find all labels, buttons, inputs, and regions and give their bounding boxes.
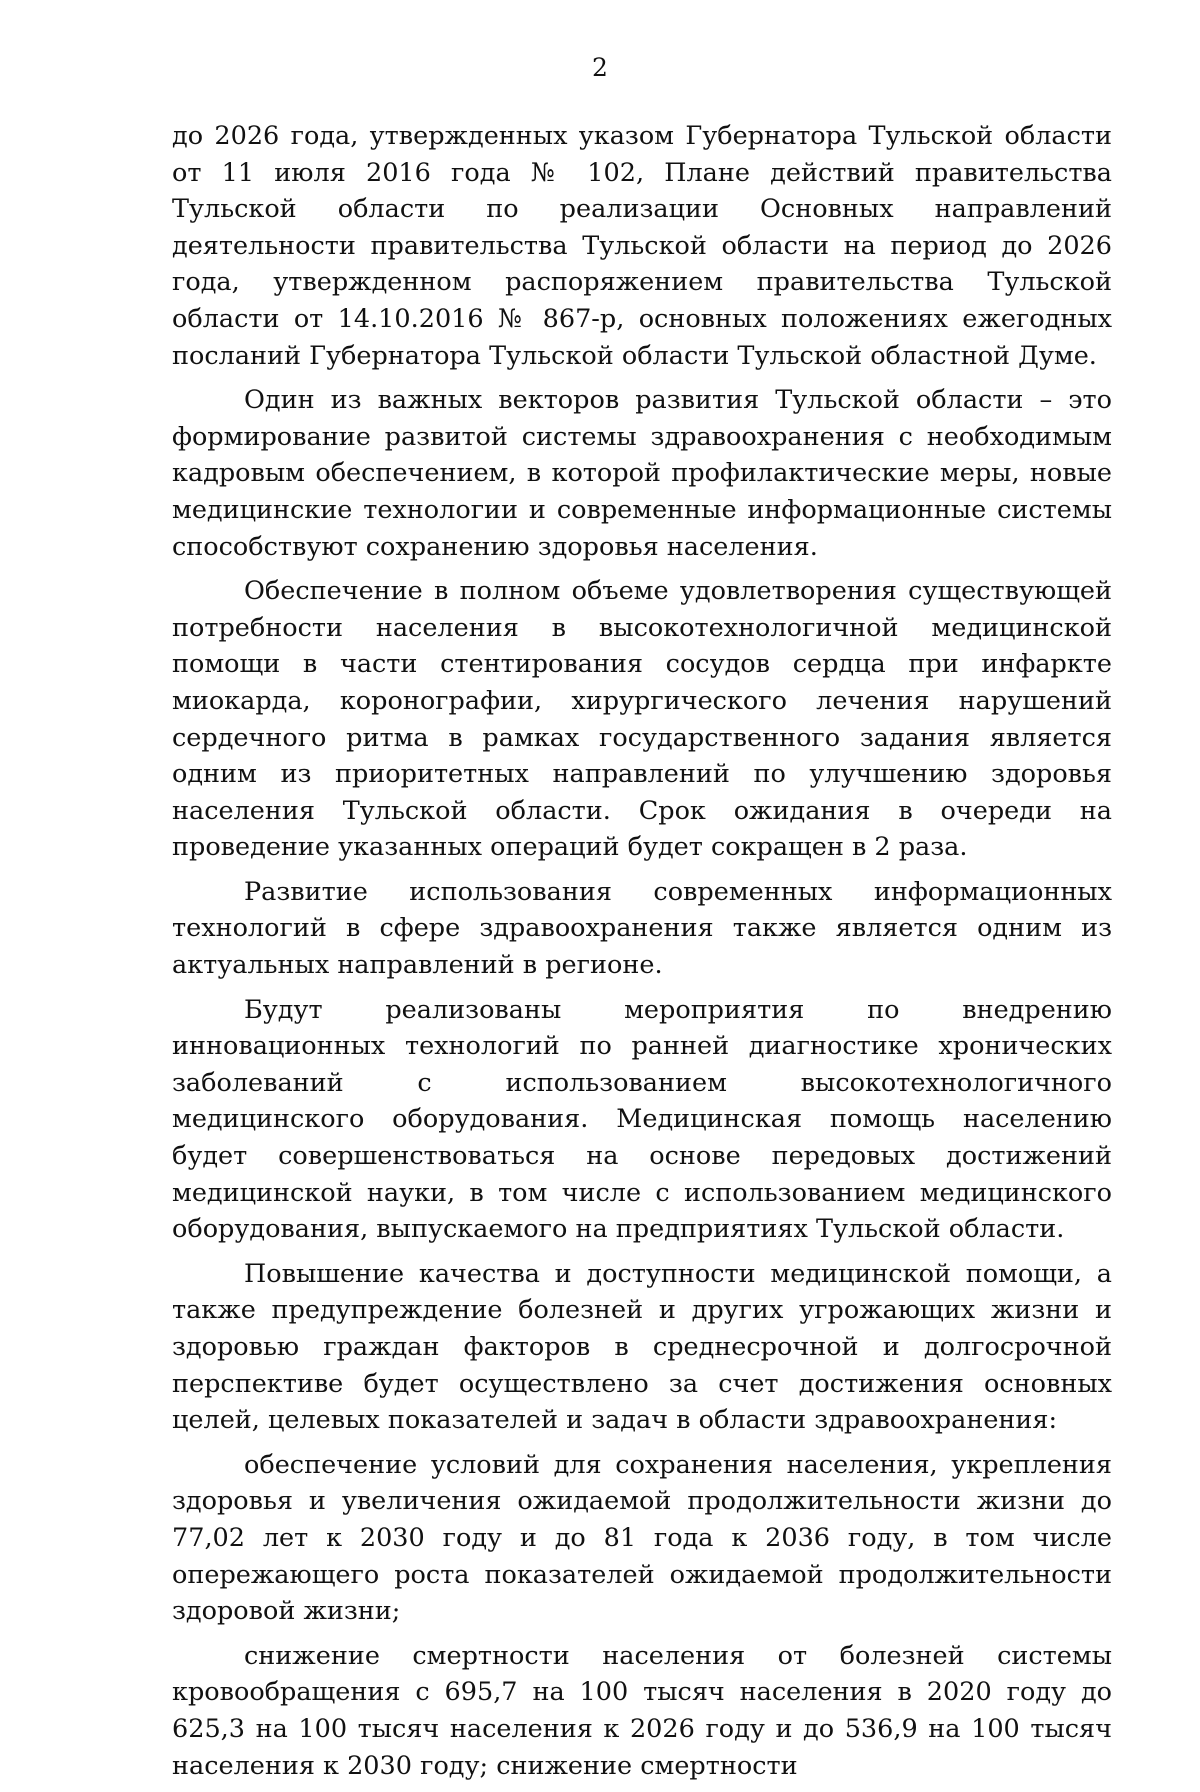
paragraph-4: Развитие использования современных информационных технологий в сфере здравоохранения также является одним из актуальных направлений в регионе.	[172, 876, 1112, 981]
document-body	[172, 118, 1112, 1792]
paragraph-1: до 2026 года, утвержденных указом Губернатора Тульской области от 11 июля 2016 года № 102, Плане действий правительства Тульской области по реализации Основных направлений деятельности правительства Тульской области на период до 2026 года, утвержденном распоряжением правительства Тульской области от 14.10.2016 № 867-р, основных положениях ежегодных посланий Губернатора Тульской области Тульской областной Думе.	[172, 121, 1112, 371]
paragraph-3: Обеспечение в полном объеме удовлетворения существующей потребности населения в высокотехнологичной медицинской помощи в части стентирования сосудов сердца при инфаркте миокарда, коронографии, хирургического лечения нарушений сердечного ритма в рамках государственного задания является одним из приоритетных направлений по улучшению здоровья населения Тульской области. Срок ожидания в очереди на проведение указанных операций будет сокращен в 2 раза.	[172, 576, 1112, 863]
paragraph-7: обеспечение условий для сохранения населения, укрепления здоровья и увеличения ожидаемой продолжительности жизни до 77,02 лет к 2030 году и до 81 года к 2036 году, в том числе опережающего роста показателей ожидаемой продолжительности здоровой жизни;	[172, 1449, 1112, 1627]
paragraph-6: Повышение качества и доступности медицинской помощи, а также предупреждение болезней и других угрожающих жизни и здоровью граждан факторов в среднесрочной и долгосрочной перспективе будет осуществлено за счет достижения основных целей, целевых показателей и задач в области здравоохранения:	[172, 1258, 1112, 1436]
paragraph-5: Будут реализованы мероприятия по внедрению инновационных технологий по ранней диагностике хронических заболеваний с использованием высокотехнологичного медицинского оборудования. Медицинская помощь населению будет совершенствоваться на основе передовых достижений медицинской науки, в том числе с использованием медицинского оборудования, выпускаемого на предприятиях Тульской области.	[172, 994, 1112, 1245]
page-number: 2	[592, 53, 608, 82]
paragraph-8: снижение смертности населения от болезней системы кровообращения с 695,7 на 100 тысяч населения в 2020 году до 625,3 на 100 тысяч населения к 2026 году и до 536,9 на 100 тысяч населения к 2030 году; снижение смертности	[172, 1640, 1112, 1781]
paragraph-2: Один из важных векторов развития Тульской области – это формирование развитой системы здравоохранения с необходимым кадровым обеспечением, в которой профилактические меры, новые медицинские технологии и современные информационные системы способствуют сохранению здоровья населения.	[172, 385, 1112, 562]
